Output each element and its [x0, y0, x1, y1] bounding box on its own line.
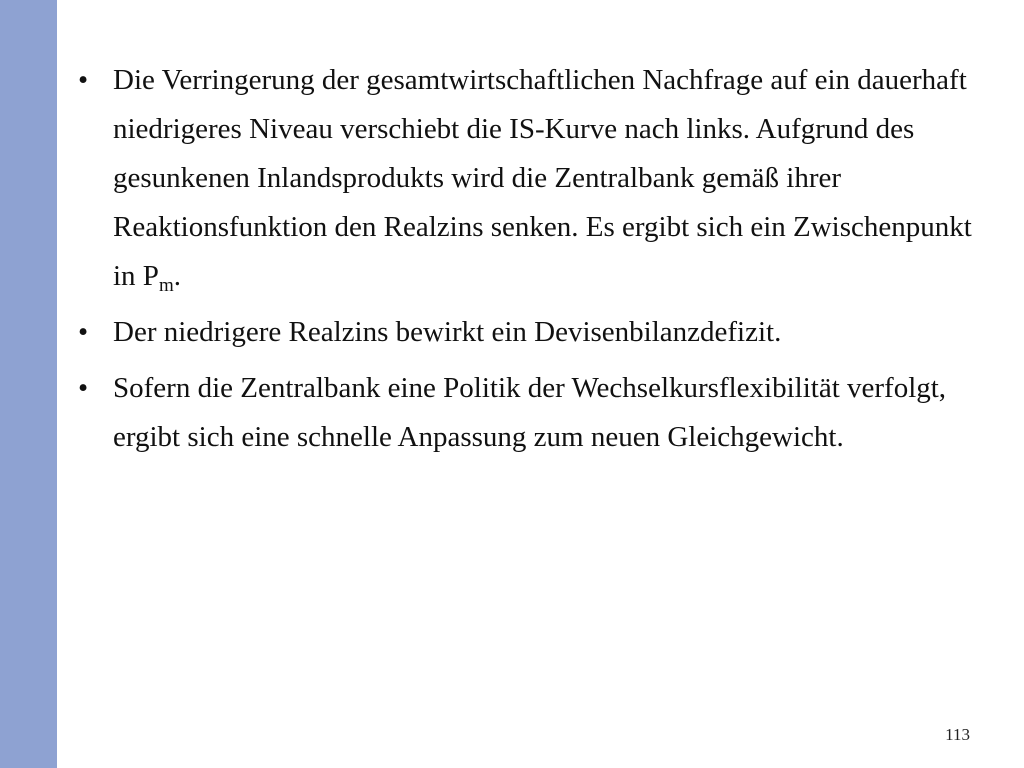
- bullet-text-3: Sofern die Zentralbank eine Politik der Wechselkursflexibilität verfolgt, ergibt sich eine schnelle Anpassung zum neuen Gleichgewicht.: [113, 372, 947, 453]
- bullet-text-1-main: Die Verringerung der gesamtwirtschaftlichen Nachfrage auf ein dauerhaft niedrigeres Niveau verschiebt die IS-Kurve nach links. Aufgrund des gesunkenen Inlandsprodukts wird die Zentralbank gemäß ihrer Reaktionsfunktion den Realzins senken. Es ergibt sich ein Zwischenpunkt in P: [113, 64, 972, 292]
- bullet-item-3: [78, 364, 983, 462]
- bullet-text-2: Der niedrigere Realzins bewirkt ein Devisenbilanzdefizit.: [113, 316, 782, 348]
- bullet-list: [78, 56, 983, 469]
- side-accent-bar: [0, 0, 57, 768]
- page-number: 113: [945, 725, 970, 744]
- bullet-icon: •: [78, 372, 89, 404]
- bullet-text-1-subscript: m: [158, 275, 174, 296]
- bullet-item-2: [78, 308, 983, 357]
- bullet-item-1: [78, 56, 983, 301]
- bullet-text-1-end: .: [173, 260, 181, 292]
- bullet-icon: •: [78, 316, 89, 348]
- bullet-icon: •: [78, 64, 89, 96]
